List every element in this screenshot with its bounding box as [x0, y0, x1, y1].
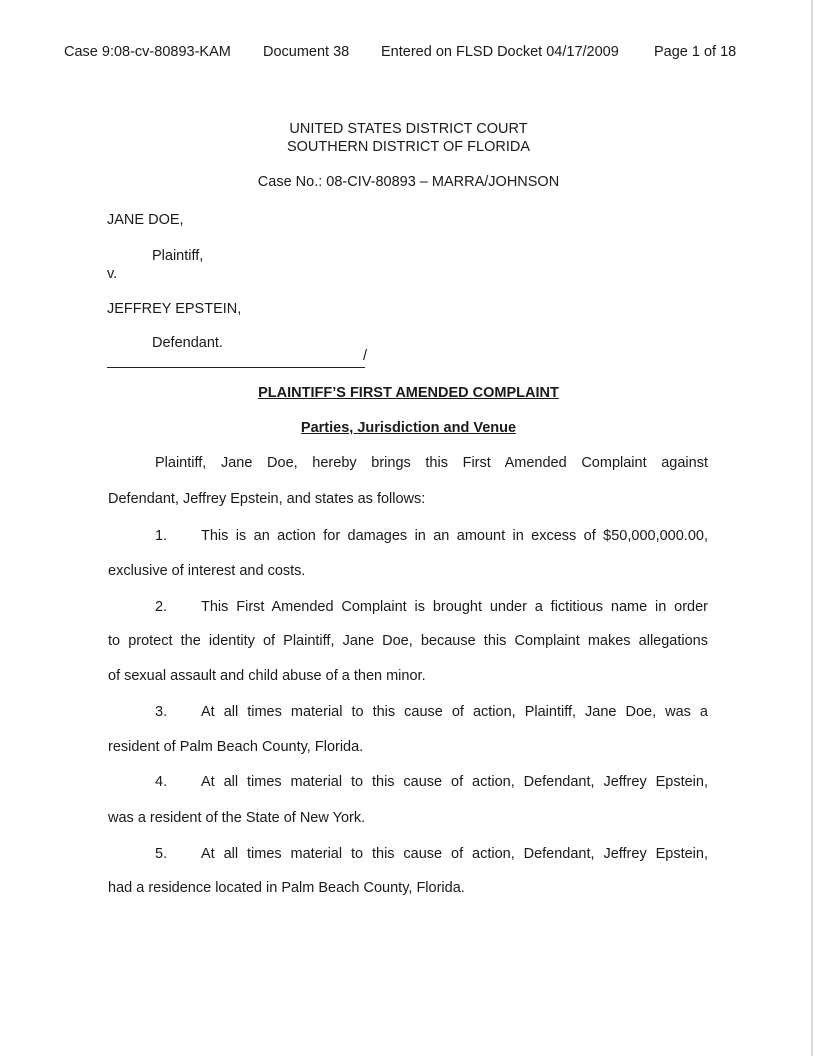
defendant-name: JEFFREY EPSTEIN, — [107, 301, 242, 317]
plaintiff-name: JANE DOE, — [107, 212, 184, 228]
document-title: PLAINTIFF’S FIRST AMENDED COMPLAINT — [258, 385, 559, 401]
para-4-number: 4. — [155, 774, 168, 790]
para-2-line-2: to protect the identity of Plaintiff, Jane Doe, because this Complaint makes allegations — [108, 633, 708, 649]
versus: v. — [107, 266, 118, 282]
header-entered: Entered on FLSD Docket 04/17/2009 — [381, 44, 619, 60]
para-2-line-3: of sexual assault and child abuse of a then minor. — [108, 668, 426, 684]
para-1-line-1: This is an action for damages in an amount in excess of $50,000,000.00, — [201, 528, 708, 544]
page-edge — [811, 0, 813, 1056]
para-5-line-2: had a residence located in Palm Beach County, Florida. — [108, 880, 465, 896]
intro-line-2: Defendant, Jeffrey Epstein, and states as follows: — [108, 491, 426, 507]
para-3-line-2: resident of Palm Beach County, Florida. — [108, 739, 364, 755]
header-document: Document 38 — [263, 44, 350, 60]
defendant-role: Defendant. — [152, 335, 223, 351]
court-name: UNITED STATES DISTRICT COURT — [289, 121, 528, 137]
para-1-number: 1. — [155, 528, 168, 544]
plaintiff-role: Plaintiff, — [152, 248, 204, 264]
para-3-line-1: At all times material to this cause of action, Plaintiff, Jane Doe, was a — [201, 704, 708, 720]
para-2-line-1: This First Amended Complaint is brought under a fictitious name in order — [201, 599, 708, 615]
caption-rule — [107, 367, 365, 368]
case-number: Case No.: 08-CIV-80893 – MARRA/JOHNSON — [257, 174, 560, 190]
intro-line-1: Plaintiff, Jane Doe, hereby brings this First Amended Complaint against — [155, 455, 708, 471]
header-case: Case 9:08-cv-80893-KAM — [64, 44, 231, 60]
section-heading: Parties, Jurisdiction and Venue — [300, 420, 517, 436]
para-1-line-2: exclusive of interest and costs. — [108, 563, 306, 579]
para-5-line-1: At all times material to this cause of action, Defendant, Jeffrey Epstein, — [201, 846, 708, 862]
para-3-number: 3. — [155, 704, 168, 720]
para-5-number: 5. — [155, 846, 168, 862]
para-4-line-1: At all times material to this cause of action, Defendant, Jeffrey Epstein, — [201, 774, 708, 790]
caption-slash: / — [363, 348, 368, 364]
para-2-number: 2. — [155, 599, 168, 615]
header-page: Page 1 of 18 — [654, 44, 737, 60]
para-4-line-2: was a resident of the State of New York. — [108, 810, 366, 826]
court-district: SOUTHERN DISTRICT OF FLORIDA — [286, 139, 531, 155]
